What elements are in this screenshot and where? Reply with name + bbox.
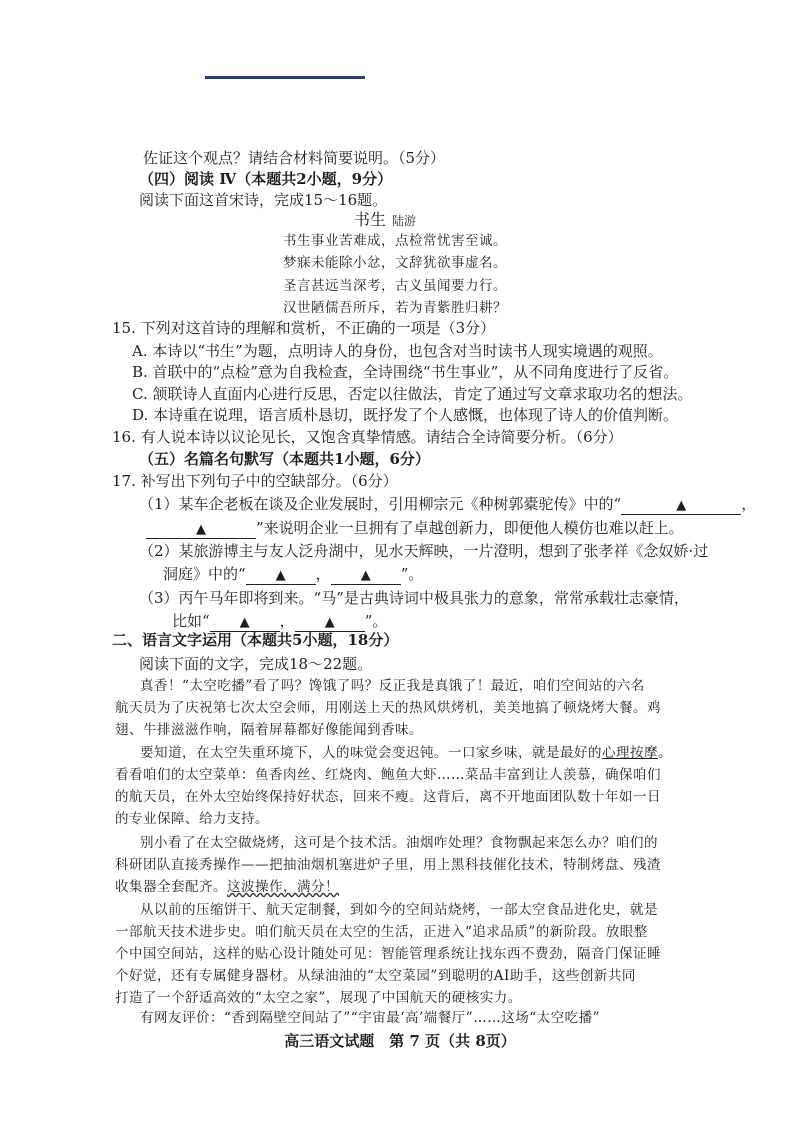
passage-p2-line-1 bbox=[140, 743, 672, 763]
q14-tail: 佐证这个观点？请结合材料简要说明。（5分） bbox=[143, 149, 446, 167]
passage-p4-line-1: 从以前的压缩饼干、航天定制餐，到如今的空间站烧烤，一部太空食品进化史，就是 bbox=[140, 902, 658, 918]
passage-p2-text-a: 要知道，在太空失重环境下，人的味觉会变迟钝。一口家乡味，就是最好的 bbox=[140, 745, 602, 761]
q17-item-2-line-2 bbox=[163, 564, 423, 585]
q15-option-b: B. 首联中的“点检”意为自我检查，全诗围绕“书生事业”，从不同角度进行了反省。 bbox=[132, 363, 679, 381]
poem-heading bbox=[354, 210, 416, 231]
passage-p4-line-4: 个好觉，还有专属健身器材。从绿油油的“太空菜园”到聪明的AI助手，这些创新共同 bbox=[115, 968, 636, 984]
passage-p1-line-3: 翅、牛排滋滋作响，隔着屏幕都好像能闻到香味。 bbox=[115, 722, 423, 738]
poem-line-4: 汉世陋儒吾所斥，若为青紫胜归耕？ bbox=[283, 300, 507, 316]
q17-stem: 17. 补写出下列句子中的空缺部分。（6分） bbox=[112, 472, 398, 490]
q15-stem: 15. 下列对这首诗的理解和赏析，不正确的一项是（3分） bbox=[112, 319, 496, 337]
q17-blank-3[interactable] bbox=[246, 566, 316, 585]
section-reading-4: （四）阅读 Ⅳ（本题共2小题，9分） bbox=[139, 170, 393, 188]
q17-sep: ， bbox=[741, 495, 757, 513]
q17-sep: ， bbox=[279, 612, 295, 630]
blank-mark: ▲ bbox=[275, 568, 286, 583]
passage-p2-line-2: 看看咱们的太空菜单：鱼香肉丝、红烧肉、鲍鱼大虾……菜品丰富到让人羡慕，确保咱们 bbox=[115, 767, 661, 783]
q17-item-2-line-1: （2）某旅游博主与友人泛舟湖中，见水天辉映，一片澄明，想到了张孝祥《念奴娇·过 bbox=[139, 542, 709, 560]
q17-item-3-line-1: （3）丙午马年即将到来。“马”是古典诗词中极具张力的意象，常常承载壮志豪情， bbox=[139, 589, 689, 607]
blank-mark: ▲ bbox=[676, 498, 687, 513]
passage-p3-text-a: 收集器全套配齐。 bbox=[115, 879, 227, 895]
poem-line-3: 圣言甚远当深考，古义虽闻要力行。 bbox=[283, 278, 507, 294]
poem-intro: 阅读下面这首宋诗，完成15～16题。 bbox=[139, 191, 388, 209]
blank-mark: ▲ bbox=[360, 568, 371, 583]
q15-option-c: C. 颔联诗人直面内心进行反思，否定以往做法，肯定了通过写文章求取功名的想法。 bbox=[132, 385, 693, 403]
q15-option-a: A. 本诗以“书生”为题，点明诗人的身份，也包含对当时读书人现实境遇的观照。 bbox=[132, 342, 663, 360]
passage-p2-line-4: 的专业保障、给力支持。 bbox=[115, 811, 269, 827]
q17-item-3-text-post: ”。 bbox=[364, 612, 388, 630]
header-rule bbox=[205, 76, 365, 79]
q17-item-1-line-1 bbox=[139, 494, 756, 515]
lang-intro: 阅读下面的文字，完成18～22题。 bbox=[139, 655, 373, 673]
poem-line-2: 梦寐未能除小忿，文辞犹欲事虚名。 bbox=[283, 255, 507, 271]
passage-p1-line-2: 航天员为了庆祝第七次太空会师，用刚送上天的热风烘烤机，美美地搞了顿烧烤大餐。鸡 bbox=[115, 700, 661, 716]
poem-title: 书生 bbox=[354, 210, 387, 229]
passage-p4-line-5: 打造了一个舒适高效的“太空之家”，展现了中国航天的硬核实力。 bbox=[115, 990, 522, 1006]
section-famous: （五）名篇名句默写（本题共1小题，6分） bbox=[139, 450, 430, 468]
q17-item-3-text-pre: 比如“ bbox=[172, 612, 210, 630]
passage-p3-line-3 bbox=[115, 877, 339, 897]
passage-p5-line-1: 有网友评价：“香到隔壁空间站了”“宇宙最‘高’端餐厅”……这场“太空吃播” bbox=[140, 1010, 600, 1026]
q16-stem: 16. 有人说本诗以议论见长，又饱含真挚情感。请结合全诗简要分析。（6分） bbox=[112, 428, 623, 446]
q17-blank-2[interactable] bbox=[146, 520, 256, 539]
passage-p3-line-2: 科研团队直接秀操作——把抽油烟机塞进炉子里，用上黑科技催化技术，特制烤盘、残渣 bbox=[115, 857, 661, 873]
blank-mark: ▲ bbox=[324, 615, 335, 630]
passage-wavy-phrase: 这波操作，满分！ bbox=[227, 879, 339, 895]
passage-p4-line-2: 一部航天技术进步史。咱们航天员在太空的生活，正进入“追求品质”的新阶段。放眼整 bbox=[115, 924, 648, 940]
poem-line-1: 书生事业苦难成，点检常忧害至诚。 bbox=[283, 233, 507, 249]
page-footer: 高三语文试题 第 7 页（共 8页） bbox=[284, 1032, 516, 1050]
section-language: 二、语言文字运用（本题共5小题，18分） bbox=[112, 631, 399, 649]
q15-option-d: D. 本诗重在说理，语言质朴恳切，既抒发了个人感慨，也体现了诗人的价值判断。 bbox=[132, 406, 679, 424]
q17-sep: ， bbox=[315, 565, 331, 583]
q17-item-1-text-a: （1）某车企老板在谈及企业发展时，引用柳宗元《种树郭橐驼传》中的“ bbox=[139, 495, 622, 513]
q17-blank-1[interactable] bbox=[621, 496, 741, 515]
passage-p4-line-3: 个中国空间站，这样的贴心设计随处可见：智能管理系统让找东西不费劲，隔音门保证睡 bbox=[115, 946, 661, 962]
q17-item-2-text-post: ”。 bbox=[400, 565, 424, 583]
passage-p2-text-b: 。 bbox=[658, 745, 672, 761]
passage-p2-line-3: 的航天员，在外太空始终保持好状态，回来不瘦。这背后，离不开地面团队数十年如一日 bbox=[115, 789, 661, 805]
q17-blank-4[interactable] bbox=[331, 566, 401, 585]
q17-item-3-line-2 bbox=[172, 611, 387, 632]
blank-mark: ▲ bbox=[239, 615, 250, 630]
passage-p3-line-1: 别小看了在太空做烧烤，这可是个技术活。油烟咋处理？食物飘起来怎么办？咱们的 bbox=[140, 835, 658, 851]
q17-item-1-text-b: ”来说明企业一旦拥有了卓越创新力，即便他人模仿也难以赶上。 bbox=[256, 519, 684, 537]
q17-item-2-text-pre: 洞庭》中的“ bbox=[163, 565, 246, 583]
poem-author: 陆游 bbox=[392, 214, 417, 228]
passage-p1-line-1: 真香！“太空吃播”看了吗？馋饿了吗？反正我是真饿了！最近，咱们空间站的六名 bbox=[140, 678, 645, 694]
q17-item-1-line-2 bbox=[146, 518, 684, 539]
blank-mark: ▲ bbox=[196, 522, 206, 537]
passage-underlined-phrase: 心理按摩 bbox=[602, 745, 658, 761]
